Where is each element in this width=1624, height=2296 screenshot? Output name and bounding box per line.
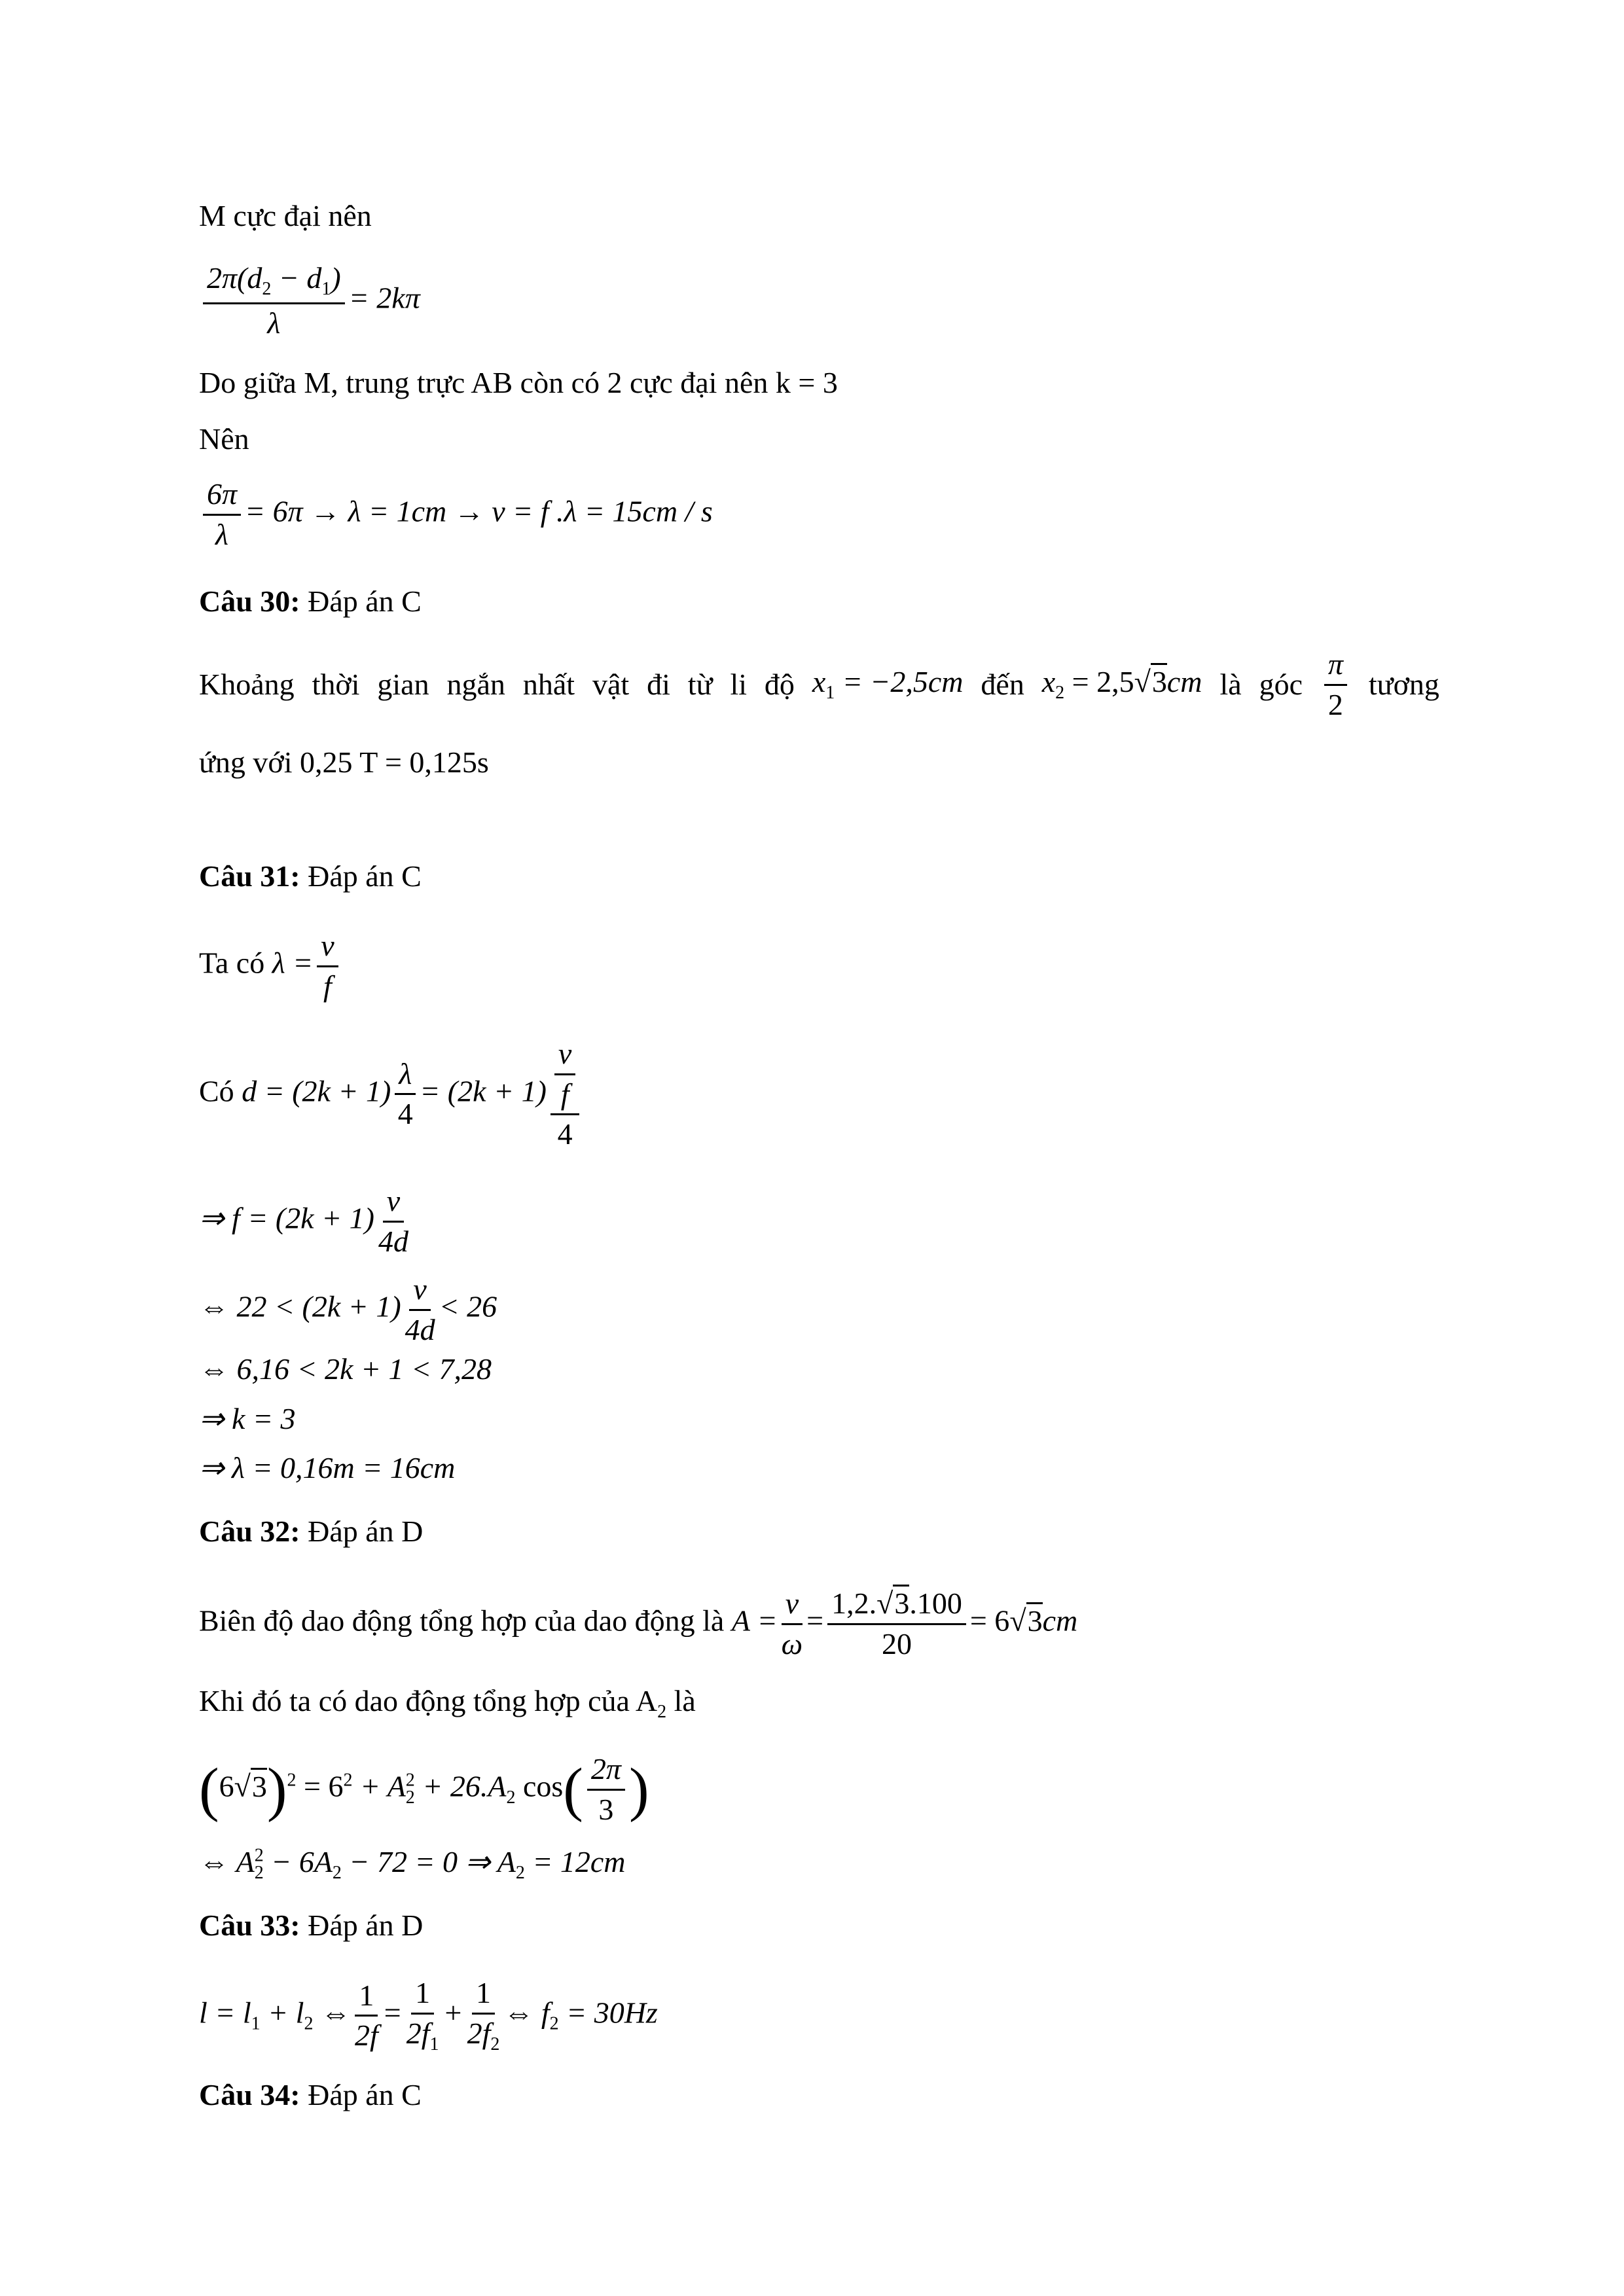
heading-cau-33: Câu 33: Đáp án D bbox=[199, 1909, 424, 1942]
equation-k-range: ⇔ 6,16 < 2k + 1 < 7,28 bbox=[199, 1352, 492, 1386]
heading-cau-34: Câu 34: Đáp án C bbox=[199, 2078, 422, 2111]
text-time-result: ứng với 0,25 T = 0,125s bbox=[199, 745, 489, 779]
text-resultant-a2: Khi đó ta có dao động tổng hợp của $A_2$ là bbox=[199, 1684, 696, 1723]
equation-inequality: ⇔ 22 < (2k + 1) $\frac{v}{4d}$ < 26 bbox=[199, 1272, 497, 1346]
equation-amplitude: Biên độ dao động tổng hợp của dao động là A = $\frac{v}{\omega}$ = $\frac{1,2.√3.100}{20}$ = 6√3cm bbox=[199, 1587, 1077, 1660]
equation-lambda-result: ⇒ λ = 0,16m = 16cm bbox=[199, 1451, 456, 1484]
text-shortest-time: Khoảng thời gian ngắn nhất vật đi từ li độ $x_1 = -2,5cm$ đến $x_2 = 2,5√3cm$ là góc $\frac{\pi}{2}$ tương bbox=[199, 647, 1439, 721]
heading-cau-30: Câu 30: Đáp án C bbox=[199, 584, 422, 618]
equation-max-condition: $\frac{2\pi(d_2 - d_1)}{\lambda}$ = 2kπ bbox=[199, 262, 420, 340]
text-m-cuc-dai: M cực đại nên bbox=[199, 199, 372, 232]
equation-wave-speed: $\frac{6\pi}{\lambda}$ = 6π → λ = 1cm → v = f .λ = 15cm / s bbox=[199, 478, 713, 551]
equation-frequency: ⇒ f = (2k + 1) $\frac{v}{4d}$ bbox=[199, 1184, 408, 1258]
heading-cau-31: Câu 31: Đáp án C bbox=[199, 859, 422, 893]
heading-cau-32: Câu 32: Đáp án D bbox=[199, 1515, 424, 1548]
equation-quadratic: ⇔ $A^2_2 - 6A_2 - 72 = 0$ ⇒ $A_2 = 12cm$ bbox=[199, 1845, 626, 1884]
fraction: $\frac{2\pi(d_2 - d_1)}{\lambda}$ bbox=[203, 262, 345, 340]
equation-length-frequency: $l = l_1 + l_2$ ⇔ $\frac{1}{2f}$ = $\frac{1}{2f_1}$ + $\frac{1}{2f_2}$ ⇔ $f_2 = 30Hz$ bbox=[199, 1976, 658, 2054]
equation-distance: Có d = (2k + 1) $\frac{\lambda}{4}$ = (2k + 1) $\frac{\frac{v}{f}}{4}$ bbox=[199, 1037, 583, 1151]
text-k-value: Do giữa M, trung trực AB còn có 2 cực đại nên k = 3 bbox=[199, 366, 838, 399]
text-nen: Nên bbox=[199, 422, 249, 456]
equation-k-result: ⇒ k = 3 bbox=[199, 1402, 296, 1435]
equation-cosine-law: $(6√3)^2 = 6^2 + A^2_2 + 26.A_2$ cos( $\frac{2\pi}{3}$ ) bbox=[199, 1752, 649, 1826]
equation-wavelength: Ta có λ = $\frac{v}{f}$ bbox=[199, 929, 342, 1003]
